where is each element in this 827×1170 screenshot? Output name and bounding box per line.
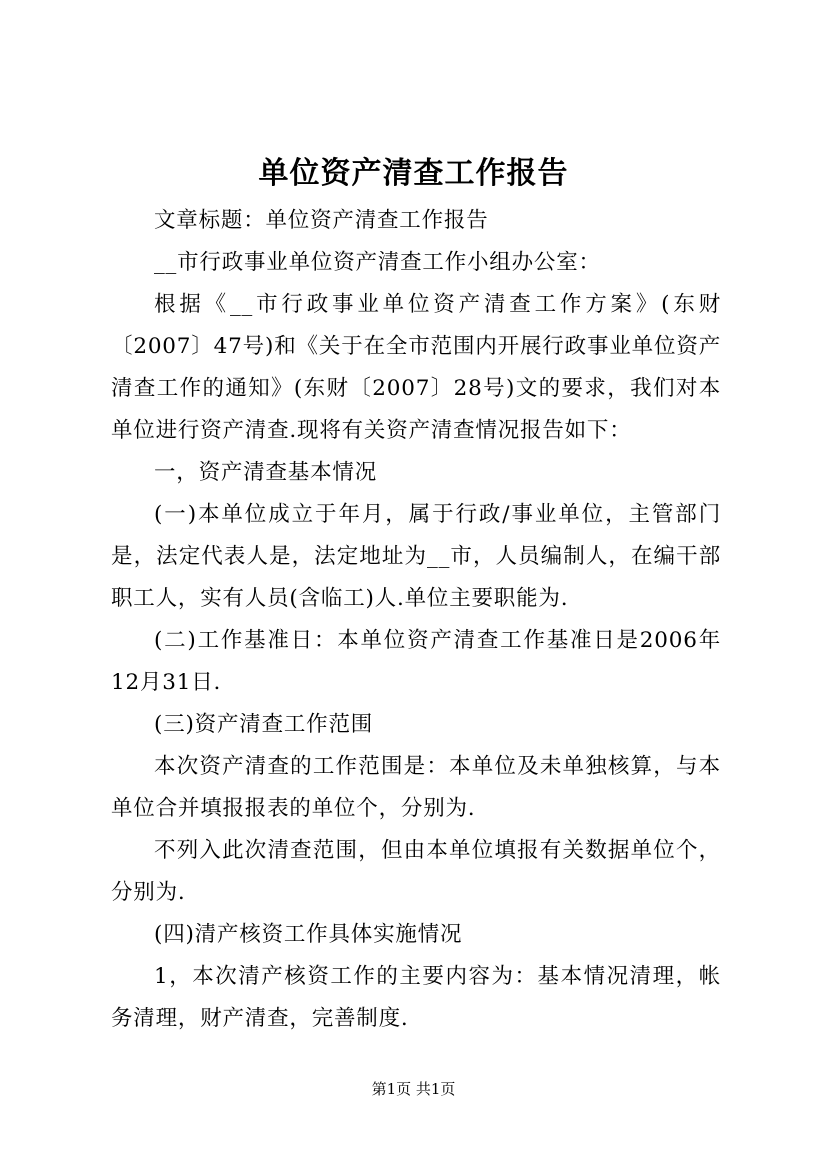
- excluded-scope-paragraph: 不列入此次清查范围，但由本单位填报有关数据单位个，分别为.: [111, 838, 721, 905]
- page-footer: 第1页 共1页: [371, 1080, 456, 1098]
- subsection-2-paragraph: (二)工作基准日：本单位资产清查工作基准日是2006年12月31日.: [111, 628, 721, 695]
- scope-paragraph: 本次资产清查的工作范围是：本单位及未单独核算，与本单位合并填报报表的单位个，分别为.: [111, 754, 721, 821]
- intro-paragraph: 根据《__市行政事业单位资产清查工作方案》(东财〔2007〕47号)和《关于在全市范围内开展行政事业单位资产清查工作的通知》(东财〔2007〕28号)文的要求，我们对本单位进行资产清查.现将有关资产清查情况报告如下：: [111, 292, 721, 443]
- subsection-4-heading: (四)清产核资工作具体实施情况: [154, 922, 463, 947]
- subsection-1-paragraph: (一)本单位成立于年月，属于行政/事业单位，主管部门是，法定代表人是，法定地址为__市，人员编制人，在编干部职工人，实有人员(含临工)人.单位主要职能为.: [111, 502, 721, 611]
- section-heading-1: 一，资产清查基本情况: [154, 460, 378, 485]
- addressee-line: __市行政事业单位资产清查工作小组办公室：: [154, 250, 601, 275]
- content-item-1-paragraph: 1，本次清产核资工作的主要内容为：基本情况清理，帐务清理，财产清查，完善制度.: [111, 964, 721, 1031]
- document-title: 单位资产清查工作报告: [258, 156, 569, 191]
- subsection-3-heading: (三)资产清查工作范围: [154, 712, 374, 737]
- article-title-line: 文章标题：单位资产清查工作报告: [154, 208, 489, 233]
